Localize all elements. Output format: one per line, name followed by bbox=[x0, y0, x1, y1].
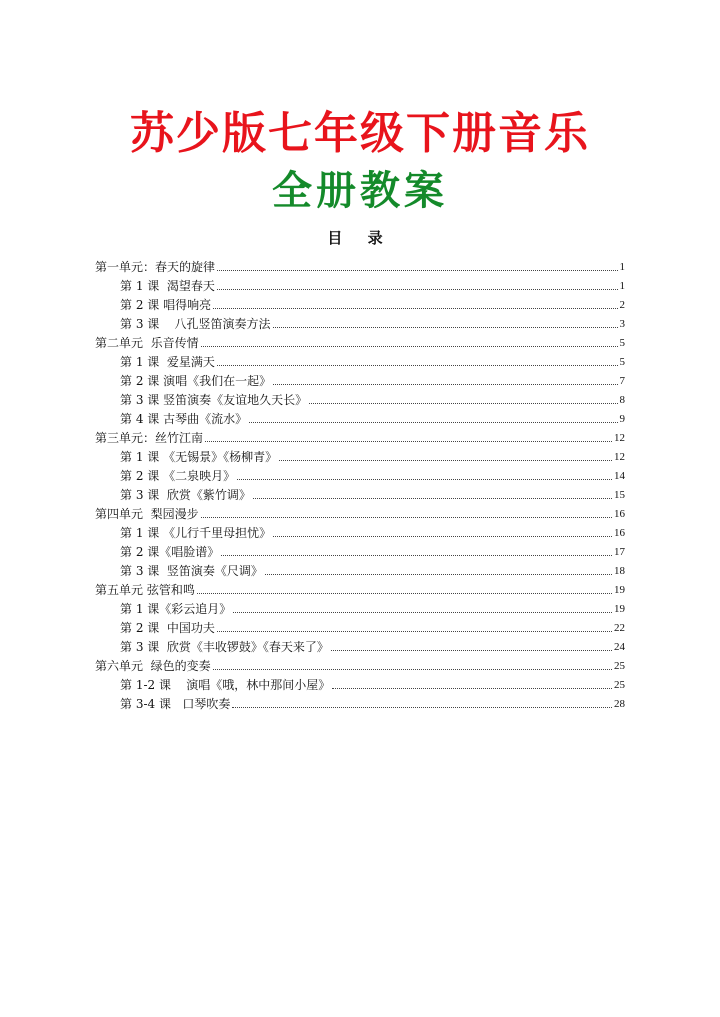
document-subtitle: 全册教案 bbox=[272, 167, 448, 214]
toc-dot-leader bbox=[233, 611, 612, 613]
toc-page-number: 22 bbox=[614, 622, 625, 634]
toc-dot-leader bbox=[249, 421, 617, 423]
toc-lesson-entry[interactable] bbox=[95, 559, 625, 578]
toc-unit-entry[interactable] bbox=[95, 426, 625, 445]
toc-dot-leader bbox=[332, 687, 612, 689]
table-of-contents bbox=[95, 255, 625, 711]
toc-entry-label: 第一单元：春天的旋律 bbox=[95, 260, 216, 274]
toc-dot-leader bbox=[279, 459, 612, 461]
toc-lesson-entry[interactable] bbox=[95, 464, 625, 483]
toc-dot-leader bbox=[309, 402, 617, 404]
toc-page-number: 18 bbox=[614, 565, 625, 577]
toc-entry-label: 第 1-2 课 演唱《哦，林中那间小屋》 bbox=[120, 678, 331, 692]
toc-lesson-entry[interactable] bbox=[95, 369, 625, 388]
toc-dot-leader bbox=[201, 345, 618, 347]
toc-dot-leader bbox=[217, 288, 618, 290]
toc-page-number: 2 bbox=[619, 299, 625, 311]
toc-entry-label: 第 1 课 爱星满天 bbox=[120, 355, 215, 369]
toc-page-number: 1 bbox=[619, 261, 625, 273]
toc-entry-label: 第 2 课 唱得响亮 bbox=[120, 298, 212, 312]
toc-page-number: 5 bbox=[619, 337, 625, 349]
toc-dot-leader bbox=[205, 440, 612, 442]
toc-dot-leader bbox=[217, 630, 612, 632]
toc-dot-leader bbox=[221, 554, 612, 556]
toc-page-number: 25 bbox=[614, 679, 625, 691]
toc-dot-leader bbox=[201, 516, 612, 518]
toc-page-number: 16 bbox=[614, 508, 625, 520]
toc-lesson-entry[interactable] bbox=[95, 692, 625, 711]
toc-entry-label: 第 2 课 中国功夫 bbox=[120, 621, 215, 635]
toc-lesson-entry[interactable] bbox=[95, 597, 625, 616]
toc-page-number: 28 bbox=[614, 698, 625, 710]
toc-dot-leader bbox=[237, 478, 612, 480]
toc-lesson-entry[interactable] bbox=[95, 483, 625, 502]
toc-page-number: 12 bbox=[614, 432, 625, 444]
toc-page-number: 3 bbox=[619, 318, 625, 330]
toc-entry-label: 第 2 课 《二泉映月》 bbox=[120, 469, 236, 483]
toc-entry-label: 第四单元 梨园漫步 bbox=[95, 507, 199, 521]
toc-page-number: 16 bbox=[614, 527, 625, 539]
toc-entry-label: 第 3 课 欣赏《丰收锣鼓》《春天来了》 bbox=[120, 640, 329, 654]
toc-page-number: 19 bbox=[614, 584, 625, 596]
toc-entry-label: 第六单元 绿色的变奏 bbox=[95, 659, 211, 673]
toc-lesson-entry[interactable] bbox=[95, 673, 625, 692]
toc-unit-entry[interactable] bbox=[95, 331, 625, 350]
toc-unit-entry[interactable] bbox=[95, 578, 625, 597]
toc-lesson-entry[interactable] bbox=[95, 293, 625, 312]
toc-page-number: 9 bbox=[619, 413, 625, 425]
toc-unit-entry[interactable] bbox=[95, 654, 625, 673]
toc-lesson-entry[interactable] bbox=[95, 312, 625, 331]
toc-page-number: 14 bbox=[614, 470, 625, 482]
toc-entry-label: 第 3 课 竖笛演奏《友谊地久天长》 bbox=[120, 393, 308, 407]
toc-entry-label: 第 2 课《唱脸谱》 bbox=[120, 545, 220, 559]
toc-entry-label: 第 1 课 渴望春天 bbox=[120, 279, 215, 293]
toc-lesson-entry[interactable] bbox=[95, 445, 625, 464]
toc-dot-leader bbox=[197, 592, 612, 594]
toc-entry-label: 第二单元 乐音传情 bbox=[95, 336, 199, 350]
toc-dot-leader bbox=[232, 706, 612, 708]
toc-dot-leader bbox=[217, 269, 617, 271]
toc-dot-leader bbox=[253, 497, 612, 499]
toc-entry-label: 第 2 课 演唱《我们在一起》 bbox=[120, 374, 272, 388]
toc-entry-label: 第三单元：丝竹江南 bbox=[95, 431, 204, 445]
toc-lesson-entry[interactable] bbox=[95, 350, 625, 369]
toc-dot-leader bbox=[273, 535, 612, 537]
toc-dot-leader bbox=[213, 307, 617, 309]
toc-page-number: 15 bbox=[614, 489, 625, 501]
toc-dot-leader bbox=[273, 326, 618, 328]
document-title: 苏少版七年级下册音乐 bbox=[130, 108, 590, 159]
toc-entry-label: 第 1 课 《无锡景》《杨柳青》 bbox=[120, 450, 278, 464]
toc-lesson-entry[interactable] bbox=[95, 388, 625, 407]
toc-lesson-entry[interactable] bbox=[95, 540, 625, 559]
toc-lesson-entry[interactable] bbox=[95, 274, 625, 293]
toc-page-number: 19 bbox=[614, 603, 625, 615]
toc-dot-leader bbox=[265, 573, 612, 575]
toc-lesson-entry[interactable] bbox=[95, 407, 625, 426]
toc-page-number: 7 bbox=[619, 375, 625, 387]
toc-entry-label: 第五单元 弦管和鸣 bbox=[95, 583, 195, 597]
toc-lesson-entry[interactable] bbox=[95, 635, 625, 654]
toc-entry-label: 第 1 课 《儿行千里母担忧》 bbox=[120, 526, 272, 540]
toc-entry-label: 第 3 课 竖笛演奏《尺调》 bbox=[120, 564, 263, 578]
toc-page-number: 24 bbox=[614, 641, 625, 653]
toc-heading: 目 录 bbox=[327, 229, 393, 247]
toc-entry-label: 第 3 课 八孔竖笛演奏方法 bbox=[120, 317, 271, 331]
toc-dot-leader bbox=[273, 383, 617, 385]
toc-dot-leader bbox=[217, 364, 618, 366]
toc-page-number: 8 bbox=[619, 394, 625, 406]
toc-lesson-entry[interactable] bbox=[95, 616, 625, 635]
toc-entry-label: 第 3-4 课 口琴吹奏 bbox=[120, 697, 231, 711]
toc-page-number: 25 bbox=[614, 660, 625, 672]
toc-entry-label: 第 3 课 欣赏《紫竹调》 bbox=[120, 488, 251, 502]
toc-unit-entry[interactable] bbox=[95, 502, 625, 521]
toc-page-number: 12 bbox=[614, 451, 625, 463]
toc-unit-entry[interactable] bbox=[95, 255, 625, 274]
toc-entry-label: 第 1 课《彩云追月》 bbox=[120, 602, 232, 616]
toc-dot-leader bbox=[213, 668, 612, 670]
toc-page-number: 1 bbox=[619, 280, 625, 292]
toc-page-number: 5 bbox=[619, 356, 625, 368]
toc-entry-label: 第 4 课 古琴曲《流水》 bbox=[120, 412, 248, 426]
toc-lesson-entry[interactable] bbox=[95, 521, 625, 540]
toc-dot-leader bbox=[331, 649, 612, 651]
toc-page-number: 17 bbox=[614, 546, 625, 558]
